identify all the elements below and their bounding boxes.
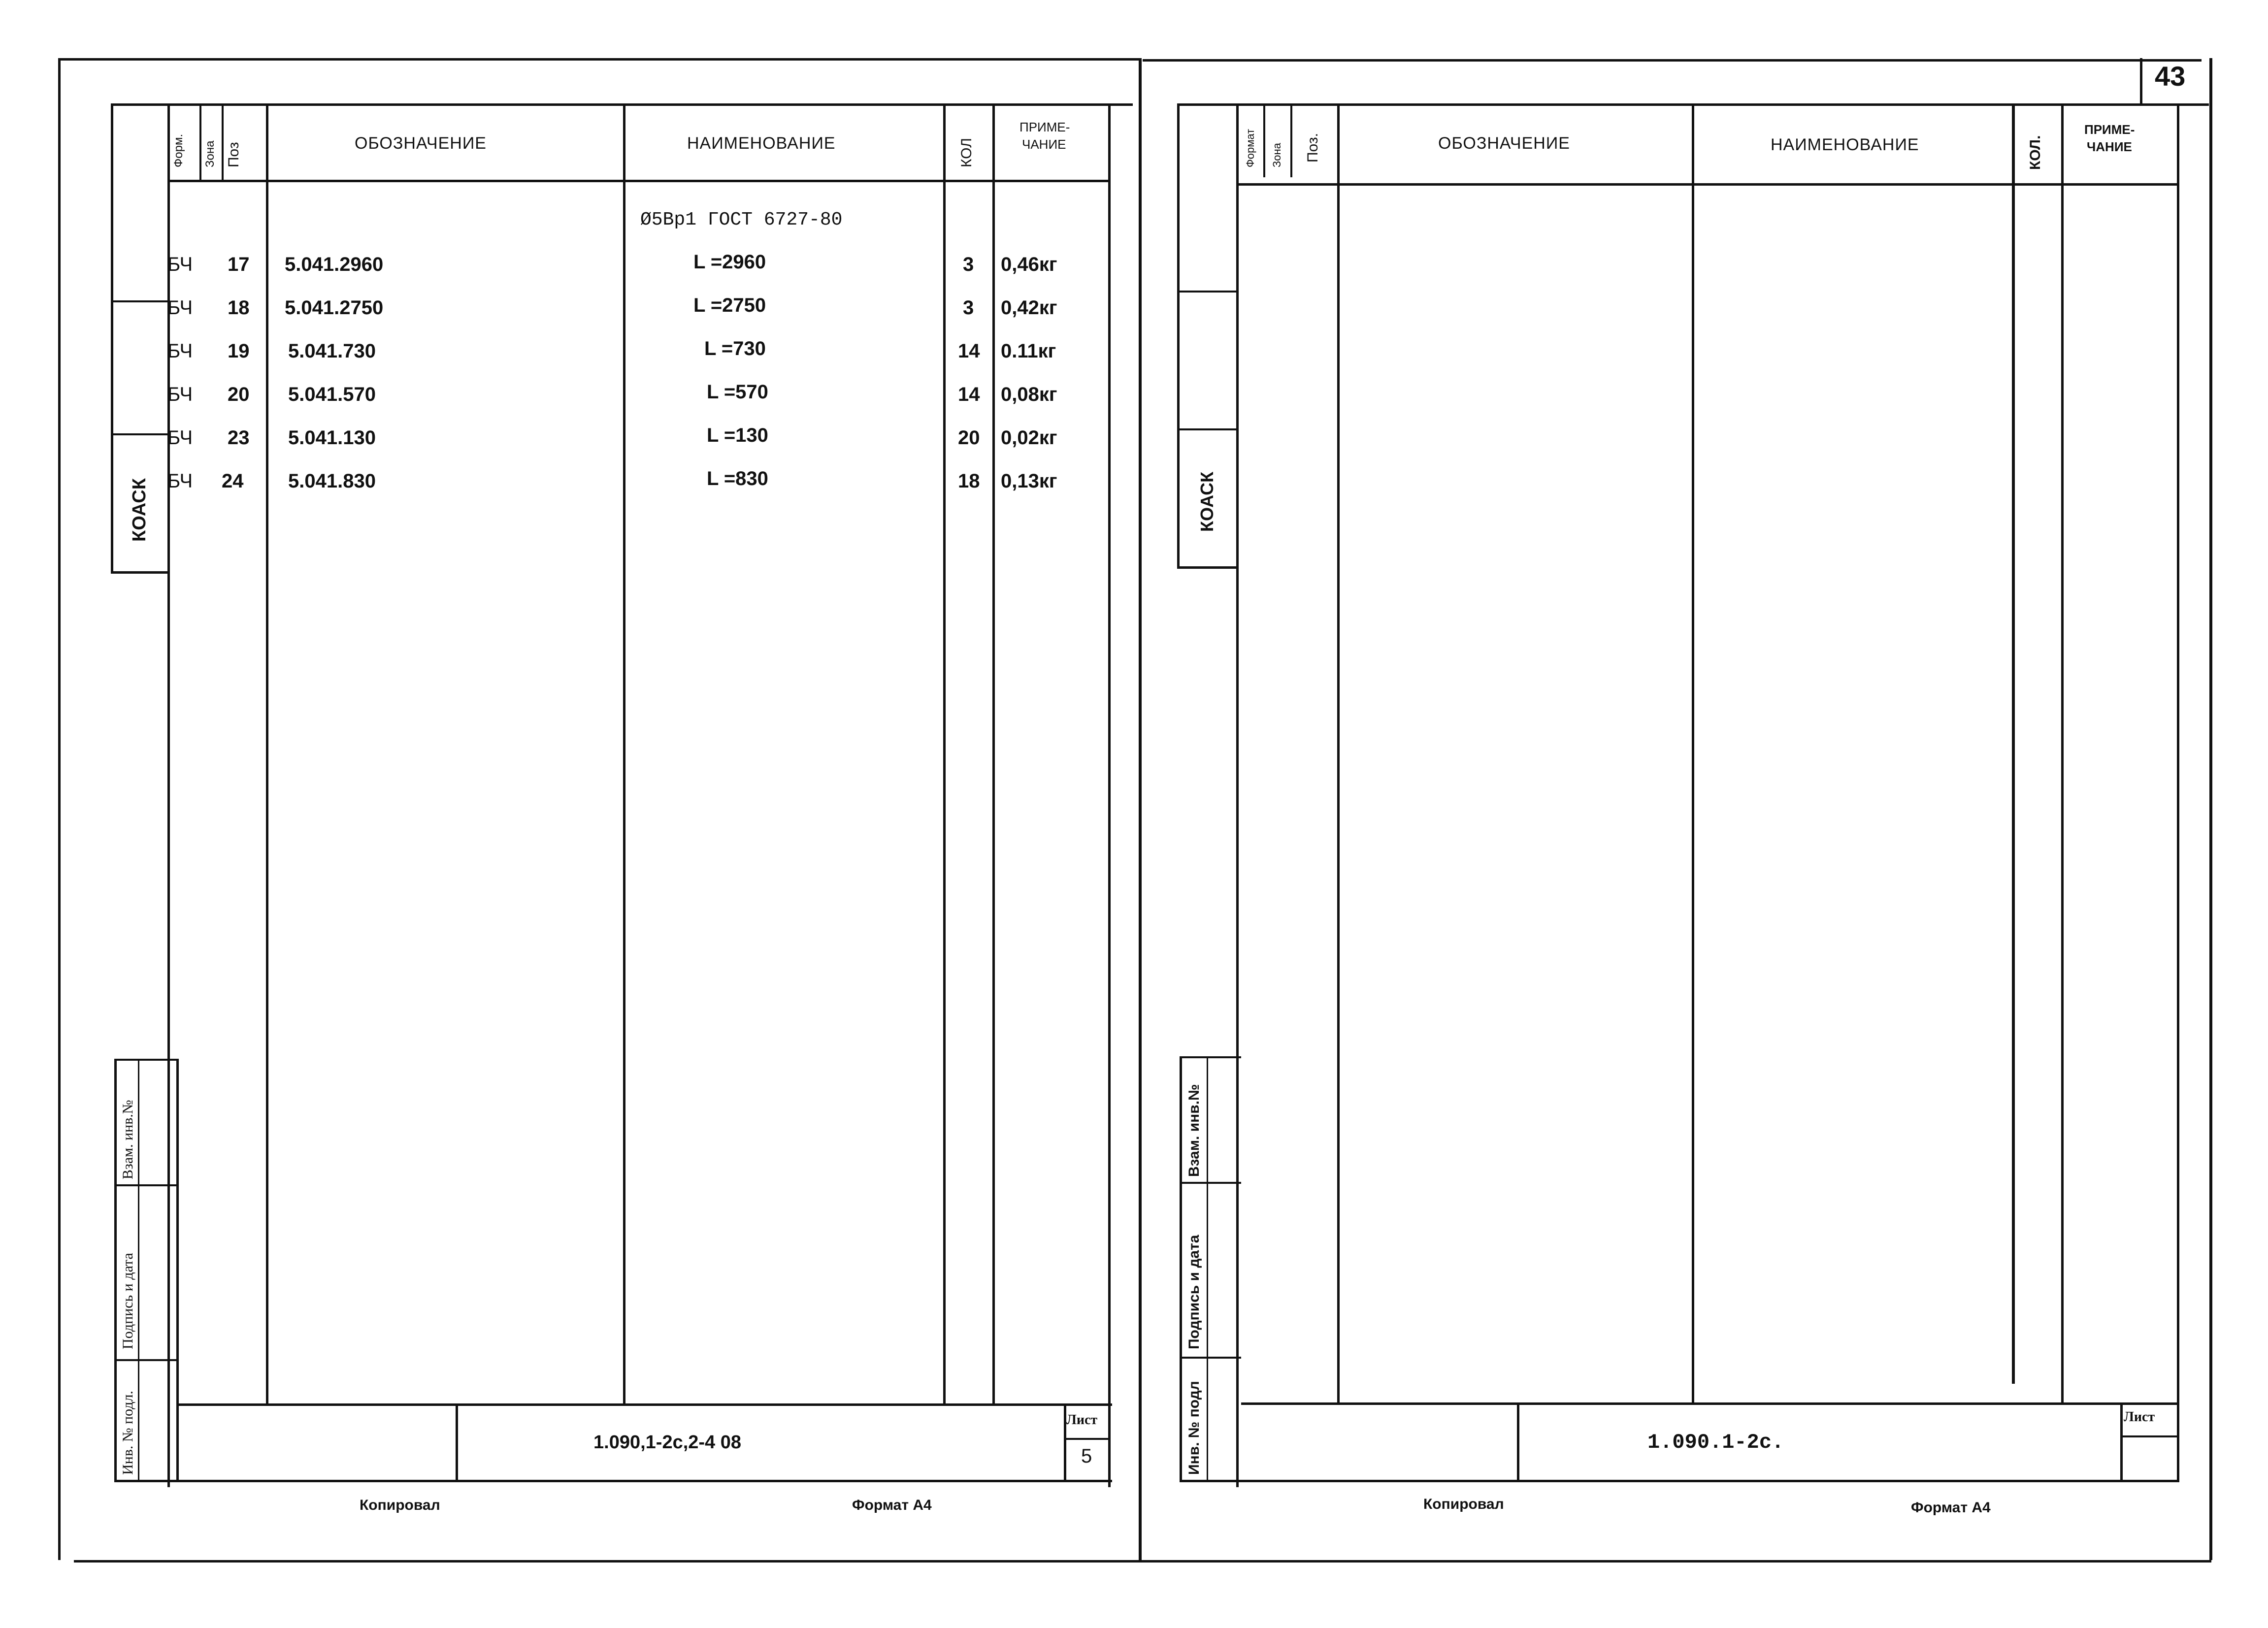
col-line bbox=[1692, 103, 1694, 1403]
header-note-1: ПРИМЕ- bbox=[1019, 120, 1070, 134]
title-block-line bbox=[1241, 1480, 2179, 1482]
footer-copied: Копировал bbox=[360, 1497, 440, 1513]
side-block-line bbox=[1180, 1056, 1182, 1482]
row-qty: 3 bbox=[963, 297, 974, 319]
title-block-line bbox=[1517, 1402, 1519, 1480]
row-name: L =2960 bbox=[693, 251, 766, 273]
header-qty: КОЛ bbox=[958, 138, 975, 167]
row-pos: 19 bbox=[228, 340, 250, 362]
side-block-line bbox=[1180, 1480, 1241, 1482]
row-format: БЧ bbox=[167, 384, 193, 405]
row-note: 0,08кг bbox=[1001, 384, 1057, 405]
sheet-number: 5 bbox=[1081, 1445, 1092, 1467]
row-format: БЧ bbox=[167, 297, 193, 319]
row-qty: 14 bbox=[958, 340, 980, 362]
header-note-2: ЧАНИЕ bbox=[1022, 137, 1066, 152]
side-strip-line bbox=[1177, 428, 1180, 569]
row-name: L =130 bbox=[707, 424, 768, 446]
side-stamp: КОАСК bbox=[129, 478, 150, 542]
header-name: НАИМЕНОВАНИЕ bbox=[687, 134, 836, 153]
side-strip-line bbox=[1177, 291, 1236, 293]
header-designation: ОБОЗНАЧЕНИЕ bbox=[1438, 134, 1570, 153]
side-block-line bbox=[1180, 1056, 1241, 1058]
row-note: 0,02кг bbox=[1001, 427, 1057, 449]
row-note: 0,13кг bbox=[1001, 470, 1057, 492]
row-format: БЧ bbox=[167, 427, 193, 449]
row-pos: 23 bbox=[228, 427, 250, 449]
header-note-1: ПРИМЕ- bbox=[2084, 122, 2135, 137]
side-block-line bbox=[1207, 1056, 1208, 1482]
footer-format: Формат А4 bbox=[1911, 1499, 1991, 1516]
header-pos: Поз bbox=[226, 142, 242, 167]
header-zone: Зона bbox=[1271, 143, 1283, 167]
right-header-line bbox=[1236, 183, 2177, 186]
group-title: Ø5Вр1 ГОСТ 6727-80 bbox=[640, 209, 843, 230]
side-block-line bbox=[1180, 1182, 1241, 1184]
col-line bbox=[2012, 103, 2015, 1384]
footer-format: Формат А4 bbox=[852, 1497, 932, 1513]
row-designation: 5.041.130 bbox=[288, 427, 376, 449]
row-pos: 24 bbox=[222, 470, 244, 492]
header-note-2: ЧАНИЕ bbox=[2087, 139, 2132, 154]
row-note: 0,46кг bbox=[1001, 254, 1057, 275]
header-format: Форм. bbox=[172, 133, 185, 167]
corner-number: 43 bbox=[2155, 61, 2186, 92]
side-strip-line bbox=[1177, 428, 1236, 430]
header-designation: ОБОЗНАЧЕНИЕ bbox=[355, 134, 487, 153]
header-format: Формат bbox=[1244, 129, 1256, 167]
row-designation: 5.041.830 bbox=[288, 470, 376, 492]
side-block-line bbox=[1180, 1357, 1241, 1359]
header-qty: КОЛ. bbox=[2027, 135, 2043, 170]
sheet-label: Лист bbox=[1066, 1412, 1098, 1428]
header-pos: Поз. bbox=[1305, 133, 1321, 163]
right-inner-right bbox=[2177, 103, 2179, 1482]
side-label-replace: Взам. инв.№ bbox=[1186, 1084, 1202, 1177]
side-label-inv: Инв. № подл bbox=[1186, 1381, 1202, 1475]
row-designation: 5.041.2750 bbox=[285, 297, 384, 319]
corner-box-line bbox=[2140, 58, 2142, 105]
side-strip-line bbox=[1177, 566, 1236, 569]
doc-code: 1.090,1-2с,2-4 08 bbox=[593, 1432, 742, 1453]
side-label-inv: Инв. № подл. bbox=[120, 1391, 136, 1475]
doc-code: 1.090.1-2с. bbox=[1647, 1431, 1784, 1454]
row-format: БЧ bbox=[167, 254, 193, 275]
row-name: L =730 bbox=[704, 338, 766, 359]
title-block-line bbox=[1241, 1402, 2179, 1405]
side-stamp: КОАСК bbox=[1197, 471, 1217, 532]
row-designation: 5.041.730 bbox=[288, 340, 376, 362]
footer-copied: Копировал bbox=[1423, 1496, 1504, 1512]
row-note: 0.11кг bbox=[1001, 340, 1056, 362]
title-block-line bbox=[2120, 1402, 2123, 1480]
side-label-replace: Взам. инв.№ bbox=[120, 1100, 136, 1179]
row-format: БЧ bbox=[167, 470, 193, 492]
row-pos: 20 bbox=[228, 384, 250, 405]
row-designation: 5.041.570 bbox=[288, 384, 376, 405]
row-name: L =570 bbox=[707, 381, 768, 403]
side-label-signature: Подпись и дата bbox=[1186, 1235, 1202, 1349]
col-line bbox=[1263, 103, 1265, 177]
row-pos: 18 bbox=[228, 297, 250, 319]
title-block-line bbox=[2120, 1435, 2177, 1437]
header-name: НАИМЕНОВАНИЕ bbox=[1771, 135, 1919, 154]
row-format: БЧ bbox=[167, 340, 193, 362]
col-line bbox=[1337, 103, 1340, 1403]
header-zone: Зона bbox=[203, 140, 217, 167]
row-name: L =2750 bbox=[693, 294, 766, 316]
row-note: 0,42кг bbox=[1001, 297, 1057, 319]
row-designation: 5.041.2960 bbox=[285, 254, 384, 275]
row-qty: 20 bbox=[958, 427, 980, 449]
col-line bbox=[1290, 103, 1292, 177]
row-name: L =830 bbox=[707, 468, 768, 489]
row-pos: 17 bbox=[228, 254, 250, 275]
row-qty: 3 bbox=[963, 254, 974, 275]
row-qty: 14 bbox=[958, 384, 980, 405]
right-inner-left bbox=[1236, 103, 1239, 1487]
row-qty: 18 bbox=[958, 470, 980, 492]
col-line bbox=[2061, 103, 2064, 1403]
side-label-signature: Подпись и дата bbox=[120, 1253, 136, 1349]
sheet-label: Лист bbox=[2124, 1409, 2155, 1425]
